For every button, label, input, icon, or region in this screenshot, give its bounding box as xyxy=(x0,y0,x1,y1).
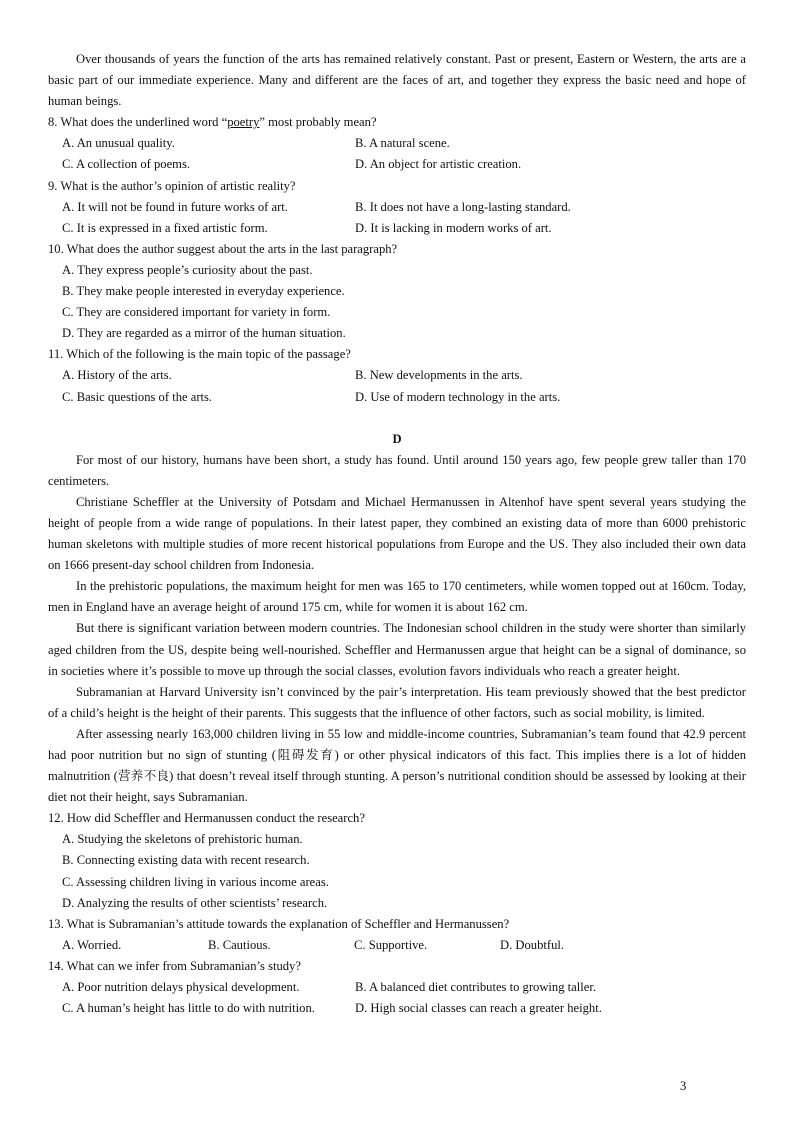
option-c: C. It is expressed in a fixed artistic form. xyxy=(62,220,268,235)
option-b: B. They make people interested in everyday experience. xyxy=(62,284,345,299)
option-a: A. They express people’s curiosity about the past. xyxy=(62,262,313,277)
section-heading-d: D xyxy=(392,431,402,446)
options-row xyxy=(48,154,746,175)
option-c: C. A collection of poems. xyxy=(62,157,191,172)
option-a: A. History of the arts. xyxy=(62,368,172,383)
question-8 xyxy=(48,112,746,175)
option-d: D. An object for artistic creation. xyxy=(355,157,522,172)
page-number: 3 xyxy=(680,1079,687,1093)
option-b: B. Cautious. xyxy=(208,937,271,952)
option-d: D. Doubtful. xyxy=(500,937,565,952)
question-13 xyxy=(48,914,746,956)
passage-paragraph: But there is significant variation between modern countries. The Indonesian school children in the study were shorter than similarly aged children from the US, despite being well-nourished. Scheffler and Hermanussen argue that height can be a signal of dominance, so in societies where it’s possible to move up through the social classes, evolution favors individuals who reach a greater height. xyxy=(48,621,746,678)
question-stem: 10. What does the author suggest about the arts in the last paragraph? xyxy=(48,241,398,256)
options-row xyxy=(48,197,746,218)
option-a: A. Poor nutrition delays physical development. xyxy=(62,980,300,995)
passage-paragraph: Subramanian at Harvard University isn’t convinced by the pair’s interpretation. His team previously showed that the best predictor of a child’s height is the height of their parents. This suggests that the influence of other factors, such as social mobility, is limited. xyxy=(48,684,746,720)
question-stem: 8. What does the underlined word “poetry” most probably mean? xyxy=(48,115,377,130)
question-stem: 9. What is the author’s opinion of artistic reality? xyxy=(48,178,296,193)
question-stem: 14. What can we infer from Subramanian’s study? xyxy=(48,958,301,973)
question-9 xyxy=(48,176,746,239)
options-row xyxy=(48,365,746,386)
option-a: A. Worried. xyxy=(62,937,122,952)
passage-paragraph: Christiane Scheffler at the University of Potsdam and Michael Hermanussen in Altenhof have spent several years studying the height of people from a wide range of populations. In their latest paper, they combined an existing data of more than 6000 prehistoric human skeletons with multiple studies of more recent historical populations from Europe and the US. They also included their own data on 1666 present-day school children from Indonesia. xyxy=(48,494,746,573)
passage-paragraph: After assessing nearly 163,000 children living in 55 low and middle-income countries, Subramanian’s team found that 42.9 percent had poor nutrition but no sign of stunting (阻碍发育) or other physical indicators of this fact. This implies there is a lot of hidden malnutrition (营养不良) that doesn’t reveal itself through stunting. A person’s nutritional condition should be assessed by looking at their diet not their height, says Subramanian. xyxy=(48,726,746,805)
option-c: C. Supportive. xyxy=(354,937,428,952)
option-c: C. Basic questions of the arts. xyxy=(62,389,213,404)
option-d: D. Analyzing the results of other scientists’ research. xyxy=(62,895,328,910)
question-14 xyxy=(48,956,746,1019)
question-stem: 12. How did Scheffler and Hermanussen conduct the research? xyxy=(48,811,365,826)
option-d: D. It is lacking in modern works of art. xyxy=(355,220,552,235)
question-stem: 11. Which of the following is the main topic of the passage? xyxy=(48,347,351,362)
option-b: B. New developments in the arts. xyxy=(355,368,523,383)
option-a: A. Studying the skeletons of prehistoric human. xyxy=(62,832,303,847)
option-c: C. A human’s height has little to do with nutrition. xyxy=(62,1001,315,1016)
underlined-word: poetry xyxy=(227,115,260,130)
question-11 xyxy=(48,344,746,407)
question-12 xyxy=(48,808,746,913)
option-b: B. Connecting existing data with recent research. xyxy=(62,853,310,868)
option-c: C. Assessing children living in various income areas. xyxy=(62,874,329,889)
document-page xyxy=(48,49,746,1019)
option-d: D. They are regarded as a mirror of the human situation. xyxy=(62,326,346,341)
option-a: A. An unusual quality. xyxy=(62,136,175,151)
option-b: B. It does not have a long-lasting standard. xyxy=(355,199,571,214)
option-d: D. High social classes can reach a greater height. xyxy=(355,1001,602,1016)
intro-paragraph: Over thousands of years the function of the arts has remained relatively constant. Past or present, Eastern or Western, the arts are a basic part of our immediate experience. Many and different are the faces of art, and together they express the basic need and hope of human beings. xyxy=(48,52,746,109)
option-a: A. It will not be found in future works of art. xyxy=(62,199,288,214)
question-stem: 13. What is Subramanian’s attitude towards the explanation of Scheffler and Hermanussen? xyxy=(48,916,510,931)
option-b: B. A balanced diet contributes to growing taller. xyxy=(355,980,596,995)
question-10 xyxy=(48,239,746,344)
options-row xyxy=(48,133,746,154)
option-b: B. A natural scene. xyxy=(355,136,450,151)
options-row xyxy=(48,218,746,239)
option-c: C. They are considered important for variety in form. xyxy=(62,305,331,320)
options-row xyxy=(48,387,746,408)
passage-paragraph: In the prehistoric populations, the maximum height for men was 165 to 170 centimeters, while women topped out at 160cm. Today, men in England have an average height of around 175 cm, while for women it is about 162 cm. xyxy=(48,579,746,615)
passage-paragraph: For most of our history, humans have been short, a study has found. Until around 150 years ago, few people grew taller than 170 centimeters. xyxy=(48,452,746,488)
options-row xyxy=(48,998,746,1019)
option-d: D. Use of modern technology in the arts. xyxy=(355,389,561,404)
options-row xyxy=(48,977,746,998)
options-row xyxy=(48,935,746,956)
